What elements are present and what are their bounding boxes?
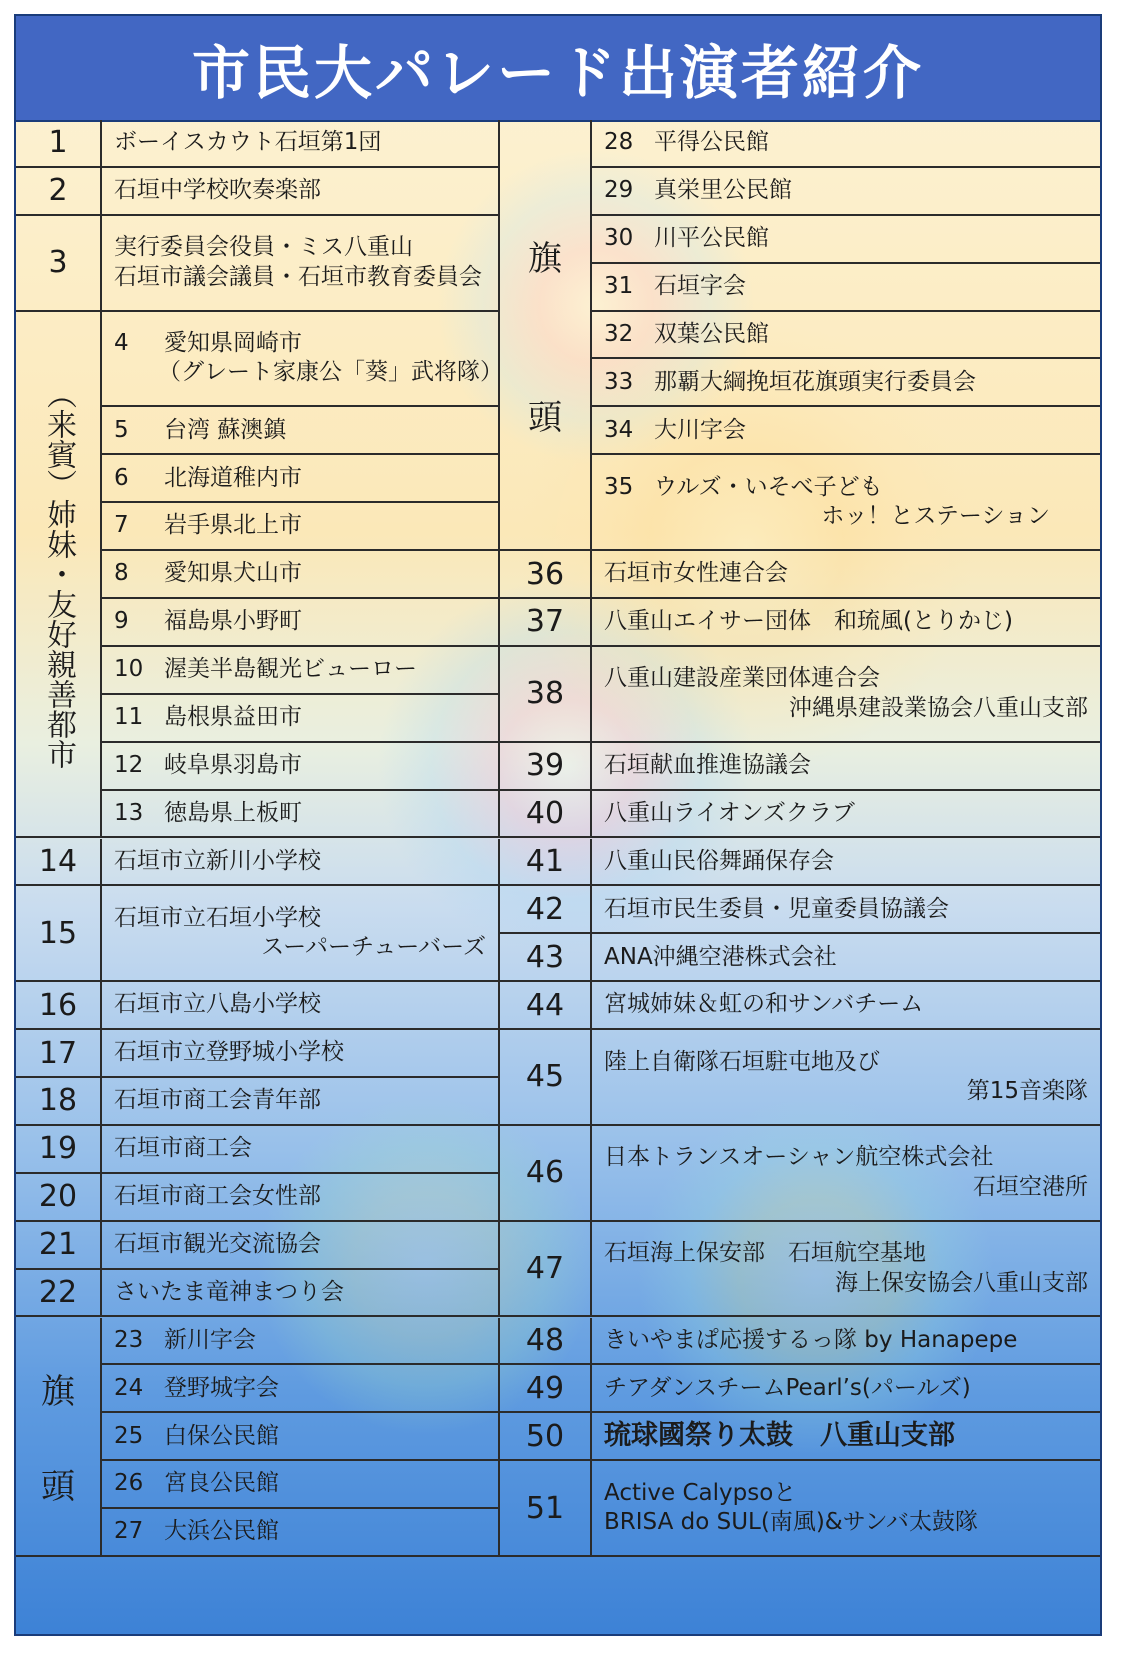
poster: [14, 14, 1102, 1636]
participant-entry: [114, 464, 302, 493]
participant-name-line2: 沖縄県建設業協会八重山支部: [789, 694, 1088, 721]
participant-row: [102, 1318, 500, 1366]
participant-entry: [604, 128, 1100, 157]
entry-number-cell: [500, 1126, 592, 1222]
participant-row: [592, 886, 1102, 934]
entry-number-cell: [16, 1030, 102, 1078]
participant-name: さいたま竜神まつり会: [114, 1278, 344, 1305]
entry-number: 4: [114, 330, 129, 357]
participant-row: [102, 168, 500, 216]
participant-row: [592, 743, 1102, 791]
participant-name: 平得公民館: [654, 129, 769, 156]
participant-name-line2: BRISA do SUL(南風)&サンバ太鼓隊: [604, 1509, 978, 1536]
entry-number: 17: [38, 1035, 78, 1071]
entry-number-cell: [500, 1318, 592, 1366]
participant-row: [592, 407, 1102, 455]
entry-number-cell: [16, 1174, 102, 1222]
participant-name-line2: （グレート家康公「葵」武将隊）: [158, 359, 503, 386]
participant-name: 八重山エイサー団体 和琉風(とりかじ): [604, 608, 1013, 635]
entry-number: 51: [525, 1490, 565, 1526]
participant-entry: [114, 1374, 279, 1403]
entry-number: 36: [525, 556, 565, 592]
participant-row: [592, 839, 1102, 887]
entry-number: 50: [525, 1418, 565, 1454]
participant-row: [102, 551, 500, 599]
entry-number: 41: [525, 843, 565, 879]
participant-entry: [604, 176, 1100, 205]
entry-number-cell: [16, 886, 102, 982]
participant-row: [102, 1509, 500, 1557]
participant-row: [102, 839, 500, 887]
entry-number: 44: [525, 987, 565, 1023]
participant-name: 川平公民館: [654, 225, 769, 252]
entry-number: 15: [38, 915, 78, 951]
entry-number: 45: [525, 1059, 565, 1095]
participant-row: [592, 312, 1102, 360]
group-label-text: （来賓）姉妹・友好親善都市: [41, 379, 76, 770]
participant-entry: [604, 473, 1100, 502]
entry-number-cell: [500, 839, 592, 887]
participant-entry: [114, 1469, 279, 1498]
participant-entry: [114, 703, 302, 732]
participant-entry: [604, 416, 1100, 445]
participant-name: 八重山民俗舞踊保存会: [604, 847, 834, 874]
entry-number-cell: [16, 168, 102, 216]
participant-row: [592, 1222, 1102, 1318]
participant-row: [592, 1365, 1102, 1413]
participant-row: [102, 407, 500, 455]
participant-row: [592, 1318, 1102, 1366]
participant-name-line2: スーパーチューバーズ: [261, 934, 486, 961]
entry-number-cell: [500, 982, 592, 1030]
group-label-hatagashira-mid: [500, 120, 592, 551]
participant-name: 石垣市商工会: [114, 1135, 252, 1162]
entry-number: 42: [525, 891, 565, 927]
entry-number-cell: [16, 982, 102, 1030]
entry-number: 22: [38, 1275, 78, 1311]
participant-entry: [114, 799, 302, 828]
entry-number: 27: [114, 1518, 144, 1545]
participant-row: [102, 791, 500, 839]
group-label-char: 旗: [528, 238, 562, 279]
participant-row: [592, 360, 1102, 408]
group-label-hatagashira: [16, 1318, 102, 1558]
participant-entry: [604, 224, 1100, 253]
entry-number-cell: [16, 1222, 102, 1270]
participant-name: 石垣市立石垣小学校: [114, 904, 321, 931]
entry-number: 39: [525, 748, 565, 784]
entry-number: 47: [525, 1251, 565, 1287]
entry-number: 31: [604, 272, 634, 299]
participant-row: [102, 982, 500, 1030]
entry-number-cell: [500, 647, 592, 743]
participant-row: [592, 120, 1102, 168]
participant-row: [102, 455, 500, 503]
participant-name: 双葉公民館: [654, 320, 769, 347]
participant-name: 石垣市立登野城小学校: [114, 1039, 344, 1066]
participant-row: [102, 599, 500, 647]
group-label-char: 頭: [41, 1467, 75, 1508]
entry-number-cell: [500, 1461, 592, 1557]
participant-name: 福島県小野町: [164, 608, 302, 635]
entry-number-cell: [16, 1270, 102, 1318]
participant-row: [592, 1126, 1102, 1222]
participant-name-line2: 石垣市議会議員・石垣市教育委員会: [114, 263, 482, 290]
participant-name: 徳島県上板町: [164, 799, 302, 826]
participant-row: [592, 647, 1102, 743]
participant-entry: [114, 559, 302, 588]
participant-row: [102, 886, 500, 982]
participant-name: 登野城字会: [164, 1374, 279, 1401]
participant-name: 台湾 蘇澳鎮: [164, 416, 287, 443]
entry-number: 21: [38, 1227, 78, 1263]
participant-name: 愛知県犬山市: [164, 560, 302, 587]
participant-name: 石垣市立新川小学校: [114, 847, 321, 874]
entry-number-cell: [500, 791, 592, 839]
participant-name: 八重山ライオンズクラブ: [604, 799, 855, 826]
entry-number: 33: [604, 368, 634, 395]
participant-name: 石垣海上保安部 石垣航空基地: [604, 1240, 926, 1267]
participant-name: ボーイスカウト石垣第1団: [114, 129, 382, 156]
entry-number: 5: [114, 416, 129, 443]
page-title: 市民大パレード出演者紹介: [191, 39, 924, 107]
entry-number: 37: [525, 604, 565, 640]
entry-number-cell: [16, 216, 102, 312]
participant-name: ウルズ・いそべ子ども: [654, 473, 883, 500]
participant-row: [102, 503, 500, 551]
participant-entry: [604, 368, 1100, 397]
participant-row: [592, 455, 1102, 551]
entry-number-cell: [500, 743, 592, 791]
participant-name-line2: 石垣空港所: [973, 1173, 1088, 1200]
participant-name: Active Calypsoと: [604, 1479, 797, 1506]
participant-name: 石垣市商工会女性部: [114, 1183, 321, 1210]
entry-number: 35: [604, 473, 634, 500]
entry-number: 43: [525, 939, 565, 975]
entry-number-cell: [500, 886, 592, 934]
participant-row: [592, 168, 1102, 216]
participant-name: 石垣市商工会青年部: [114, 1087, 321, 1114]
entry-number: 29: [604, 177, 634, 204]
participant-name: 真栄里公民館: [654, 177, 792, 204]
entry-number: 14: [38, 843, 78, 879]
group-label-char: 頭: [528, 397, 562, 438]
participant-name: 実行委員会役員・ミス八重山: [114, 234, 413, 261]
participant-entry: [114, 1517, 279, 1546]
participant-name: 大浜公民館: [164, 1518, 279, 1545]
participant-name: 宮良公民館: [164, 1470, 279, 1497]
entry-number: 6: [114, 464, 129, 491]
participant-row: [592, 1461, 1102, 1557]
participant-name: ANA沖縄空港株式会社: [604, 943, 837, 970]
entry-number: 28: [604, 129, 634, 156]
entry-number: 18: [38, 1083, 78, 1119]
participant-entry: [114, 1422, 279, 1451]
entry-number: 7: [114, 512, 129, 539]
participant-name: 岐阜県羽島市: [164, 751, 302, 778]
participant-name: 石垣市民生委員・児童委員協議会: [604, 895, 949, 922]
entry-number: 12: [114, 751, 144, 778]
participant-row: [592, 982, 1102, 1030]
participant-name: チアダンスチームPearl’s(パールズ): [604, 1374, 971, 1401]
participant-name: 琉球國祭り太鼓 八重山支部: [604, 1419, 955, 1451]
participant-name: 石垣市女性連合会: [604, 560, 788, 587]
participant-entry: [114, 416, 286, 445]
entry-number: 10: [114, 656, 144, 683]
participant-row: [102, 1413, 500, 1461]
participant-name-line2: 海上保安協会八重山支部: [835, 1269, 1088, 1296]
entry-number: 40: [525, 796, 565, 832]
entry-number: 3: [48, 245, 68, 281]
participant-name: 八重山建設産業団体連合会: [604, 665, 880, 692]
entry-number: 11: [114, 704, 144, 731]
participant-row: [592, 934, 1102, 982]
entry-number: 32: [604, 320, 634, 347]
participant-row: [592, 1413, 1102, 1461]
participant-name: 大川字会: [654, 416, 746, 443]
participant-name: 石垣市立八島小学校: [114, 991, 321, 1018]
participant-entry: [114, 655, 417, 684]
participant-row: [102, 1270, 500, 1318]
participant-row: [102, 695, 500, 743]
entry-number: 13: [114, 799, 144, 826]
participant-row: [102, 1365, 500, 1413]
participant-row: [592, 791, 1102, 839]
participant-row: [592, 216, 1102, 264]
entry-number-cell: [16, 839, 102, 887]
entry-number-cell: [16, 1078, 102, 1126]
entry-number: 25: [114, 1422, 144, 1449]
participant-entry: [114, 511, 302, 540]
entry-number-cell: [16, 120, 102, 168]
entry-number: 23: [114, 1326, 144, 1353]
entry-number-cell: [500, 1365, 592, 1413]
entry-number-cell: [500, 1222, 592, 1318]
participant-name: 石垣中学校吹奏楽部: [114, 177, 321, 204]
participant-name: 渥美半島観光ビューロー: [164, 656, 417, 683]
participant-row: [102, 1030, 500, 1078]
entry-number: 16: [38, 987, 78, 1023]
participant-name: 日本トランスオーシャン航空株式会社: [604, 1144, 994, 1171]
participant-row: [592, 599, 1102, 647]
participant-name: 島根県益田市: [164, 704, 302, 731]
entry-number-cell: [16, 1126, 102, 1174]
participant-name: 那覇大綱挽垣花旗頭実行委員会: [654, 368, 976, 395]
participant-row: [102, 120, 500, 168]
participant-name: 岩手県北上市: [164, 512, 302, 539]
participant-name: きいやまぱ応援するっ隊 by Hanapepe: [604, 1326, 1018, 1353]
participant-row: [102, 312, 503, 408]
participant-name: 白保公民館: [164, 1422, 279, 1449]
entry-number: 9: [114, 608, 129, 635]
participant-row: [102, 743, 500, 791]
participant-entry: [114, 1326, 256, 1355]
entry-number-cell: [500, 551, 592, 599]
entry-number: 2: [48, 173, 68, 209]
participant-name: 宮城姉妹＆虹の和サンバチーム: [604, 991, 924, 1018]
entry-number: 8: [114, 560, 129, 587]
participant-row: [102, 1174, 500, 1222]
group-label-raihin: [16, 312, 102, 839]
participant-row: [102, 1126, 500, 1174]
participant-entry: [114, 607, 302, 636]
entry-number: 38: [525, 676, 565, 712]
participant-name: 石垣字会: [654, 272, 746, 299]
participant-name: 石垣献血推進協議会: [604, 751, 811, 778]
group-label-char: 旗: [41, 1372, 75, 1413]
entry-number: 48: [525, 1322, 565, 1358]
entry-number: 1: [48, 125, 68, 161]
entry-number: 20: [38, 1179, 78, 1215]
participant-name: 陸上自衛隊石垣駐屯地及び: [604, 1048, 880, 1075]
participant-entry: [604, 320, 1100, 349]
participant-name-line2: 第15音楽隊: [966, 1077, 1088, 1104]
participant-entry: [604, 272, 1100, 301]
title-bar: [16, 16, 1100, 122]
participant-row: [102, 1461, 500, 1509]
entry-number: 19: [38, 1131, 78, 1167]
participant-name: 北海道稚内市: [164, 464, 302, 491]
entry-number-cell: [500, 1030, 592, 1126]
entry-number: 24: [114, 1374, 144, 1401]
entry-number-cell: [500, 1413, 592, 1461]
participant-name: 新川字会: [164, 1326, 256, 1353]
participant-row: [102, 216, 500, 312]
entry-number-cell: [500, 934, 592, 982]
participant-row: [592, 264, 1102, 312]
participant-row: [102, 1222, 500, 1270]
participant-name: 石垣市観光交流協会: [114, 1230, 321, 1257]
participant-row: [102, 1078, 500, 1126]
participant-row: [592, 1030, 1102, 1126]
participant-row: [102, 647, 500, 695]
entry-number: 46: [525, 1155, 565, 1191]
entry-number-cell: [500, 599, 592, 647]
participant-entry: [114, 329, 498, 358]
participant-name-line2: ホッ！とステーション: [821, 503, 1050, 530]
entry-number: 26: [114, 1470, 144, 1497]
participant-name: 愛知県岡崎市: [164, 330, 302, 357]
participant-row: [592, 551, 1102, 599]
entry-number: 34: [604, 416, 634, 443]
entry-number: 30: [604, 225, 634, 252]
participant-entry: [114, 751, 302, 780]
entry-number: 49: [525, 1370, 565, 1406]
